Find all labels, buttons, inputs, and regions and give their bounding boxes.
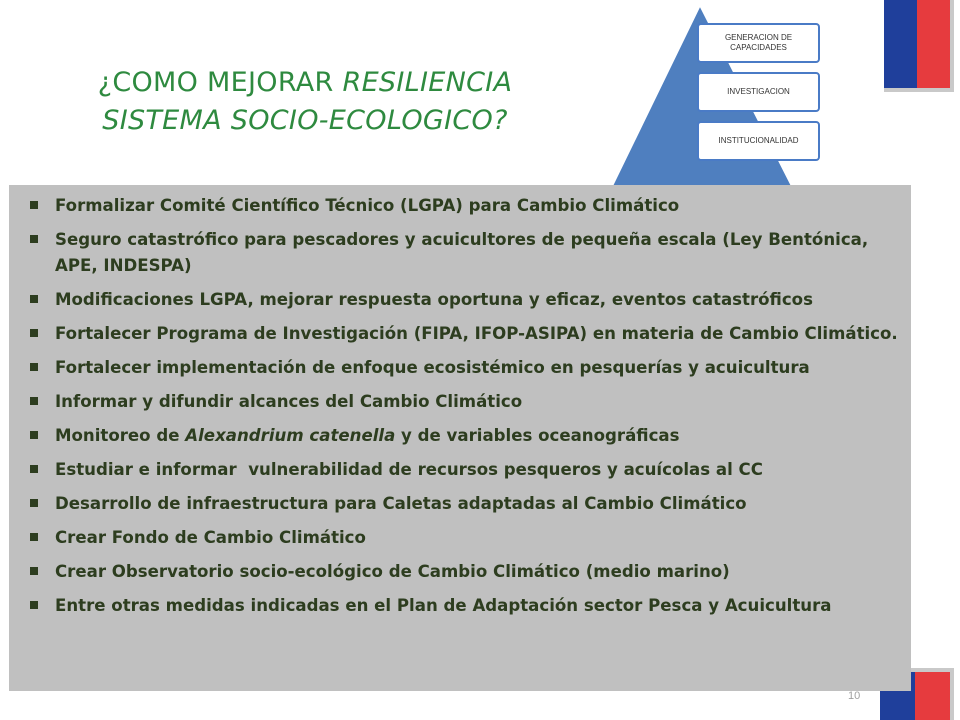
bullet-item xyxy=(9,227,911,279)
bullet-square-icon xyxy=(30,567,38,575)
bullet-text: Fortalecer implementación de enfoque ecosistémico en pesquerías y acuicultura xyxy=(55,358,810,377)
bullet-text: Fortalecer Programa de Investigación (FIPA, IFOP-ASIPA) en materia de Cambio Climático. xyxy=(55,324,898,343)
bullet-square-icon xyxy=(30,465,38,473)
bullet-item xyxy=(9,193,911,219)
content-box xyxy=(9,185,911,691)
bullet-item xyxy=(9,593,911,619)
bullet-item xyxy=(9,355,911,381)
bullet-text: Desarrollo de infraestructura para Caletas adaptadas al Cambio Climático xyxy=(55,494,747,513)
bullet-text: Informar y difundir alcances del Cambio Climático xyxy=(55,392,523,411)
bullet-text: Crear Fondo de Cambio Climático xyxy=(55,528,366,547)
bullet-square-icon xyxy=(30,235,38,243)
bullet-text: Crear Observatorio socio-ecológico de Cambio Climático (medio marino) xyxy=(55,562,730,581)
page-number: 10 xyxy=(848,690,861,702)
slide-title xyxy=(40,64,570,140)
bullet-text: Formalizar Comité Científico Técnico (LGPA) para Cambio Climático xyxy=(55,196,680,215)
bullet-item xyxy=(9,321,911,347)
bullet-item xyxy=(9,457,911,483)
title-line2: SISTEMA SOCIO-ECOLOGICO? xyxy=(102,105,508,136)
bullet-item xyxy=(9,525,911,551)
bullet-square-icon xyxy=(30,499,38,507)
pyramid-level-3: INSTITUCIONALIDAD xyxy=(697,121,820,161)
bullet-text: Estudiar e informar vulnerabilidad de recursos pesqueros y acuícolas al CC xyxy=(55,460,763,479)
bullet-item xyxy=(9,389,911,415)
bullet-square-icon xyxy=(30,329,38,337)
bullet-item xyxy=(9,491,911,517)
bullet-square-icon xyxy=(30,363,38,371)
bullet-list xyxy=(9,193,911,627)
bullet-text: Seguro catastrófico para pescadores y acuicultores de pequeña escala (Ley Bentónica, APE, INDESPA) xyxy=(55,230,869,275)
bullet-item xyxy=(9,287,911,313)
bullet-square-icon xyxy=(30,431,38,439)
bullet-text: Entre otras medidas indicadas en el Plan de Adaptación sector Pesca y Acuicultura xyxy=(55,596,832,615)
bullet-square-icon xyxy=(30,601,38,609)
bullet-square-icon xyxy=(30,533,38,541)
bullet-text-post: y de variables oceanográficas xyxy=(395,426,680,445)
bullet-item xyxy=(9,423,911,449)
title-line1-italic: RESILIENCIA xyxy=(342,67,513,98)
bullet-square-icon xyxy=(30,397,38,405)
bullet-square-icon xyxy=(30,201,38,209)
bullet-text-italic: Alexandrium catenella xyxy=(185,426,396,445)
bullet-text: Monitoreo de xyxy=(55,426,186,445)
bullet-square-icon xyxy=(30,295,38,303)
pyramid-level-1: GENERACION DE CAPACIDADES xyxy=(697,23,820,63)
bullet-item xyxy=(9,559,911,585)
title-line1-plain: ¿COMO MEJORAR xyxy=(97,67,343,98)
bullet-text: Modificaciones LGPA, mejorar respuesta oportuna y eficaz, eventos catastróficos xyxy=(55,290,813,309)
pyramid-level-2: INVESTIGACION xyxy=(697,72,820,112)
